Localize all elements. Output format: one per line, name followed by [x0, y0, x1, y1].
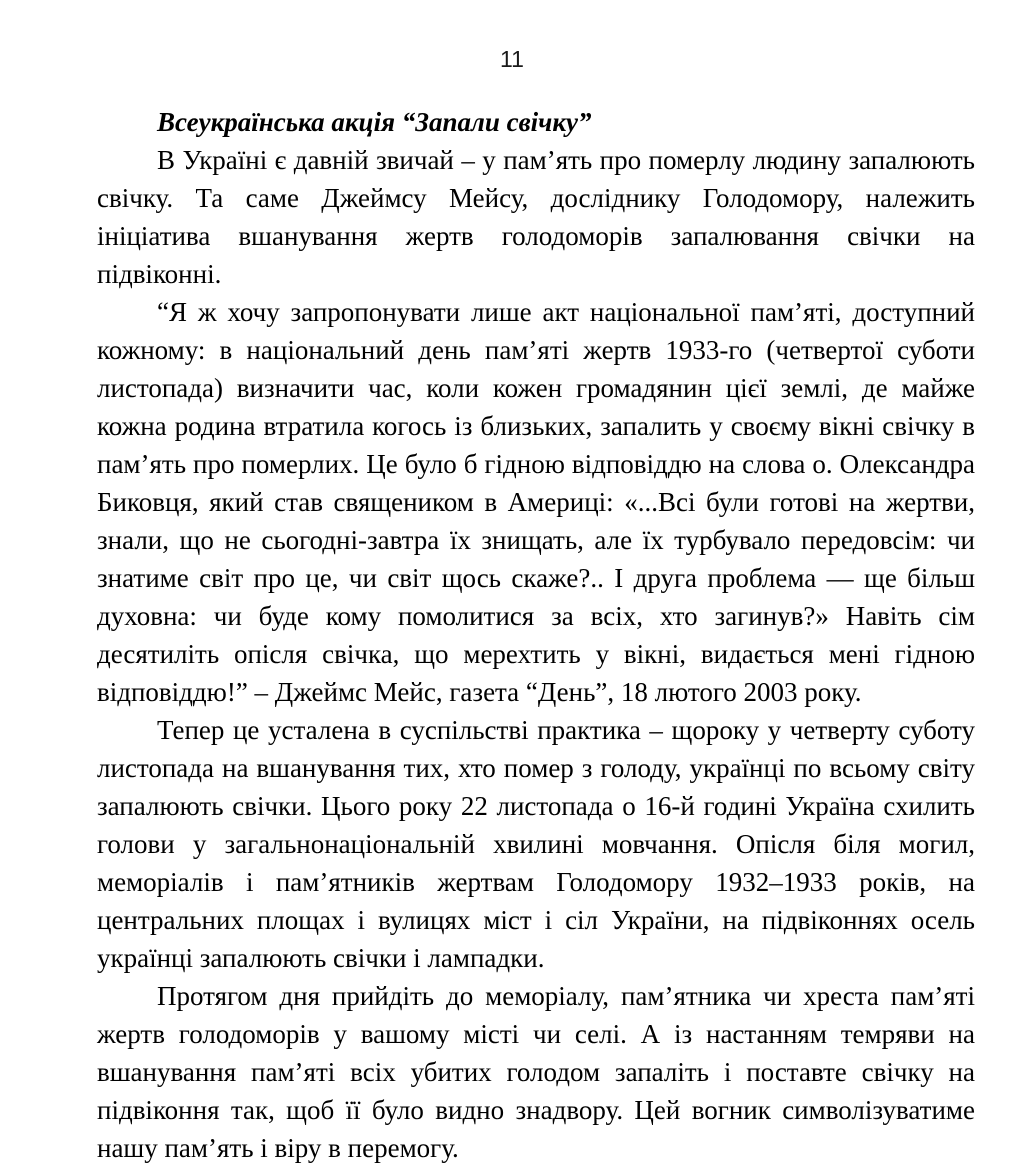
- paragraph-mace-quote: “Я ж хочу запропонувати лише акт національної пам’яті, доступний кожному: в національний день пам’яті жертв 1933-го (четвертої суботи листопада) визначити час, коли кожен громадянин цієї землі, де майже кожна родина втратила когось із близьких, запалить у своєму вікні свічку в пам’ять про померлих. Це було б гідною відповіддю на слова о. Олександра Биковця, який став священиком в Америці: «...Всі були готові на жертви, знали, що не сьогодні-завтра їх знищать, але їх турбувало передовсім: чи знатиме світ про це, чи світ щось скаже?.. І друга проблема — ще більш духовна: чи буде кому помолитися за всіх, хто загинув?» Навіть сім десятиліть опісля свічка, що мерехтить у вікні, видається мені гідною відповіддю!” – Джеймс Мейс, газета “День”, 18 лютого 2003 року.: [97, 297, 975, 707]
- paragraph-intro: В Україні є давній звичай – у пам’ять про померлу людину запалюють свічку. Та саме Джеймсу Мейсу, досліднику Голодомору, належить ініціатива вшанування жертв голодоморів запалювання свічки на підвіконні.: [97, 145, 975, 289]
- document-heading: Всеукраїнська акція “Запали свічку”: [157, 107, 592, 137]
- page-number: 11: [500, 46, 524, 72]
- paragraph-call-to-action: Протягом дня прийдіть до меморіалу, пам’ятника чи хреста пам’яті жертв голодоморів у вашому місті чи селі. А із настанням темряви на вшанування пам’яті всіх убитих голодом запаліть і поставте свічку на підвіконня так, щоб її було видно знадвору. Цей вогник символізуватиме нашу пам’ять і віру в перемогу.: [97, 981, 975, 1163]
- paragraph-tradition: Тепер це усталена в суспільстві практика – щороку у четверту суботу листопада на вшанування тих, хто помер з голоду, українці по всьому світу запалюють свічки. Цього року 22 листопада о 16-й годині Україна схилить голови у загальнонаціональній хвилині мовчання. Опісля біля могил, меморіалів і пам’ятників жертвам Голодомору 1932–1933 років, на центральних площах і вулицях міст і сіл України, на підвіконнях осель українці запалюють свічки і лампадки.: [97, 715, 975, 973]
- document-content: [97, 103, 975, 1167]
